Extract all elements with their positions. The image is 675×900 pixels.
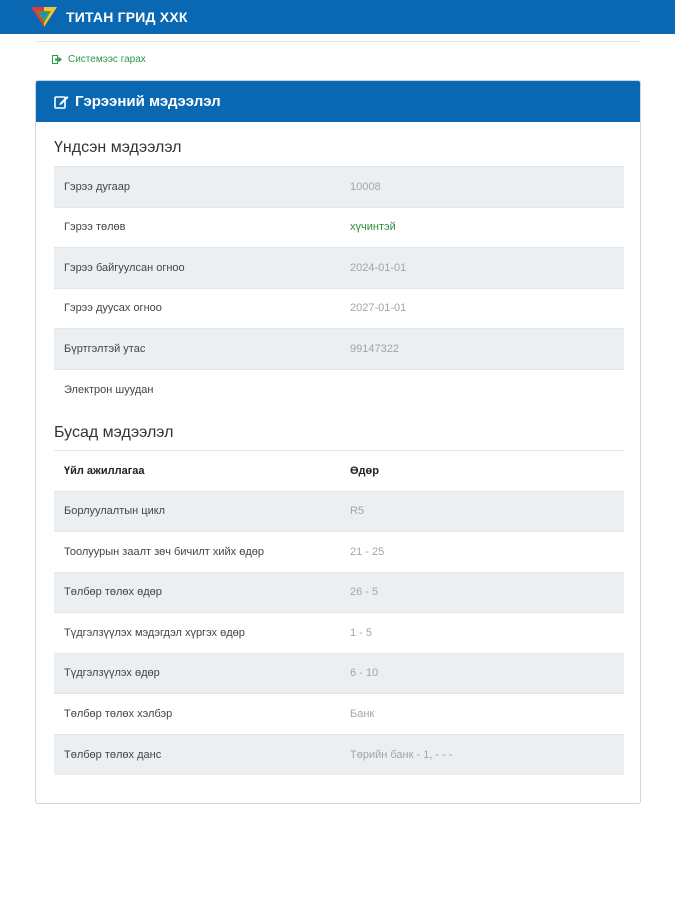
brand-name[interactable]: ТИТАН ГРИД ХХК <box>66 9 188 25</box>
panel-title: Гэрээний мэдээлэл <box>75 93 221 110</box>
titan-grid-logo[interactable] <box>30 5 58 29</box>
row-label: Тоолуурын заалт зөч бичилт хийх өдөр <box>54 532 340 573</box>
table-row <box>54 207 624 248</box>
sign-out-icon <box>52 55 62 64</box>
table-row <box>54 734 624 775</box>
row-value: 2024-01-01 <box>340 248 624 289</box>
status-value: хүчинтэй <box>340 207 624 248</box>
row-label: Гэрээ байгуулсан огноо <box>54 248 340 289</box>
table-row <box>54 532 624 573</box>
column-header-activity: Үйл ажиллагаа <box>54 451 340 492</box>
contract-panel <box>35 80 641 804</box>
row-label: Электрон шуудан <box>54 369 340 410</box>
row-label: Төлбөр төлөх өдөр <box>54 572 340 613</box>
row-value: 1 - 5 <box>340 613 624 654</box>
table-row <box>54 653 624 694</box>
table-header-row <box>54 451 624 492</box>
table-row <box>54 369 624 410</box>
divider <box>35 41 640 42</box>
table-row <box>54 694 624 735</box>
table-row <box>54 613 624 654</box>
edit-icon <box>54 95 69 109</box>
row-label: Гэрээ төлөв <box>54 207 340 248</box>
basic-info-title: Үндсэн мэдээлэл <box>54 139 182 156</box>
table-row <box>54 288 624 329</box>
row-value <box>340 369 624 410</box>
panel-heading <box>36 81 640 122</box>
row-value: Төрийн банк - 1, - - - <box>340 734 624 775</box>
row-value: 6 - 10 <box>340 653 624 694</box>
row-label: Бүртгэлтэй утас <box>54 329 340 370</box>
row-value: Банк <box>340 694 624 735</box>
table-row <box>54 167 624 208</box>
table-row <box>54 572 624 613</box>
column-header-day: Өдөр <box>340 451 624 492</box>
row-value: R5 <box>340 491 624 532</box>
row-value: 21 - 25 <box>340 532 624 573</box>
row-value: 99147322 <box>340 329 624 370</box>
other-info-title: Бусад мэдээлэл <box>54 424 174 441</box>
table-row <box>54 248 624 289</box>
logout-link[interactable] <box>52 54 146 65</box>
row-label: Гэрээ дуусах огноо <box>54 288 340 329</box>
logout-label: Системээс гарах <box>68 54 146 65</box>
row-value: 26 - 5 <box>340 572 624 613</box>
row-label: Төлбөр төлөх данс <box>54 734 340 775</box>
other-info-table <box>54 450 624 775</box>
row-label: Төлбөр төлөх хэлбэр <box>54 694 340 735</box>
top-navbar <box>0 0 675 34</box>
row-label: Түдгэлзүүлэх мэдэгдэл хүргэх өдөр <box>54 613 340 654</box>
row-label: Борлуулалтын цикл <box>54 491 340 532</box>
row-label: Түдгэлзүүлэх өдөр <box>54 653 340 694</box>
row-value: 10008 <box>340 167 624 208</box>
basic-info-table <box>54 166 624 410</box>
table-row <box>54 329 624 370</box>
row-label: Гэрээ дугаар <box>54 167 340 208</box>
row-value: 2027-01-01 <box>340 288 624 329</box>
table-row <box>54 491 624 532</box>
